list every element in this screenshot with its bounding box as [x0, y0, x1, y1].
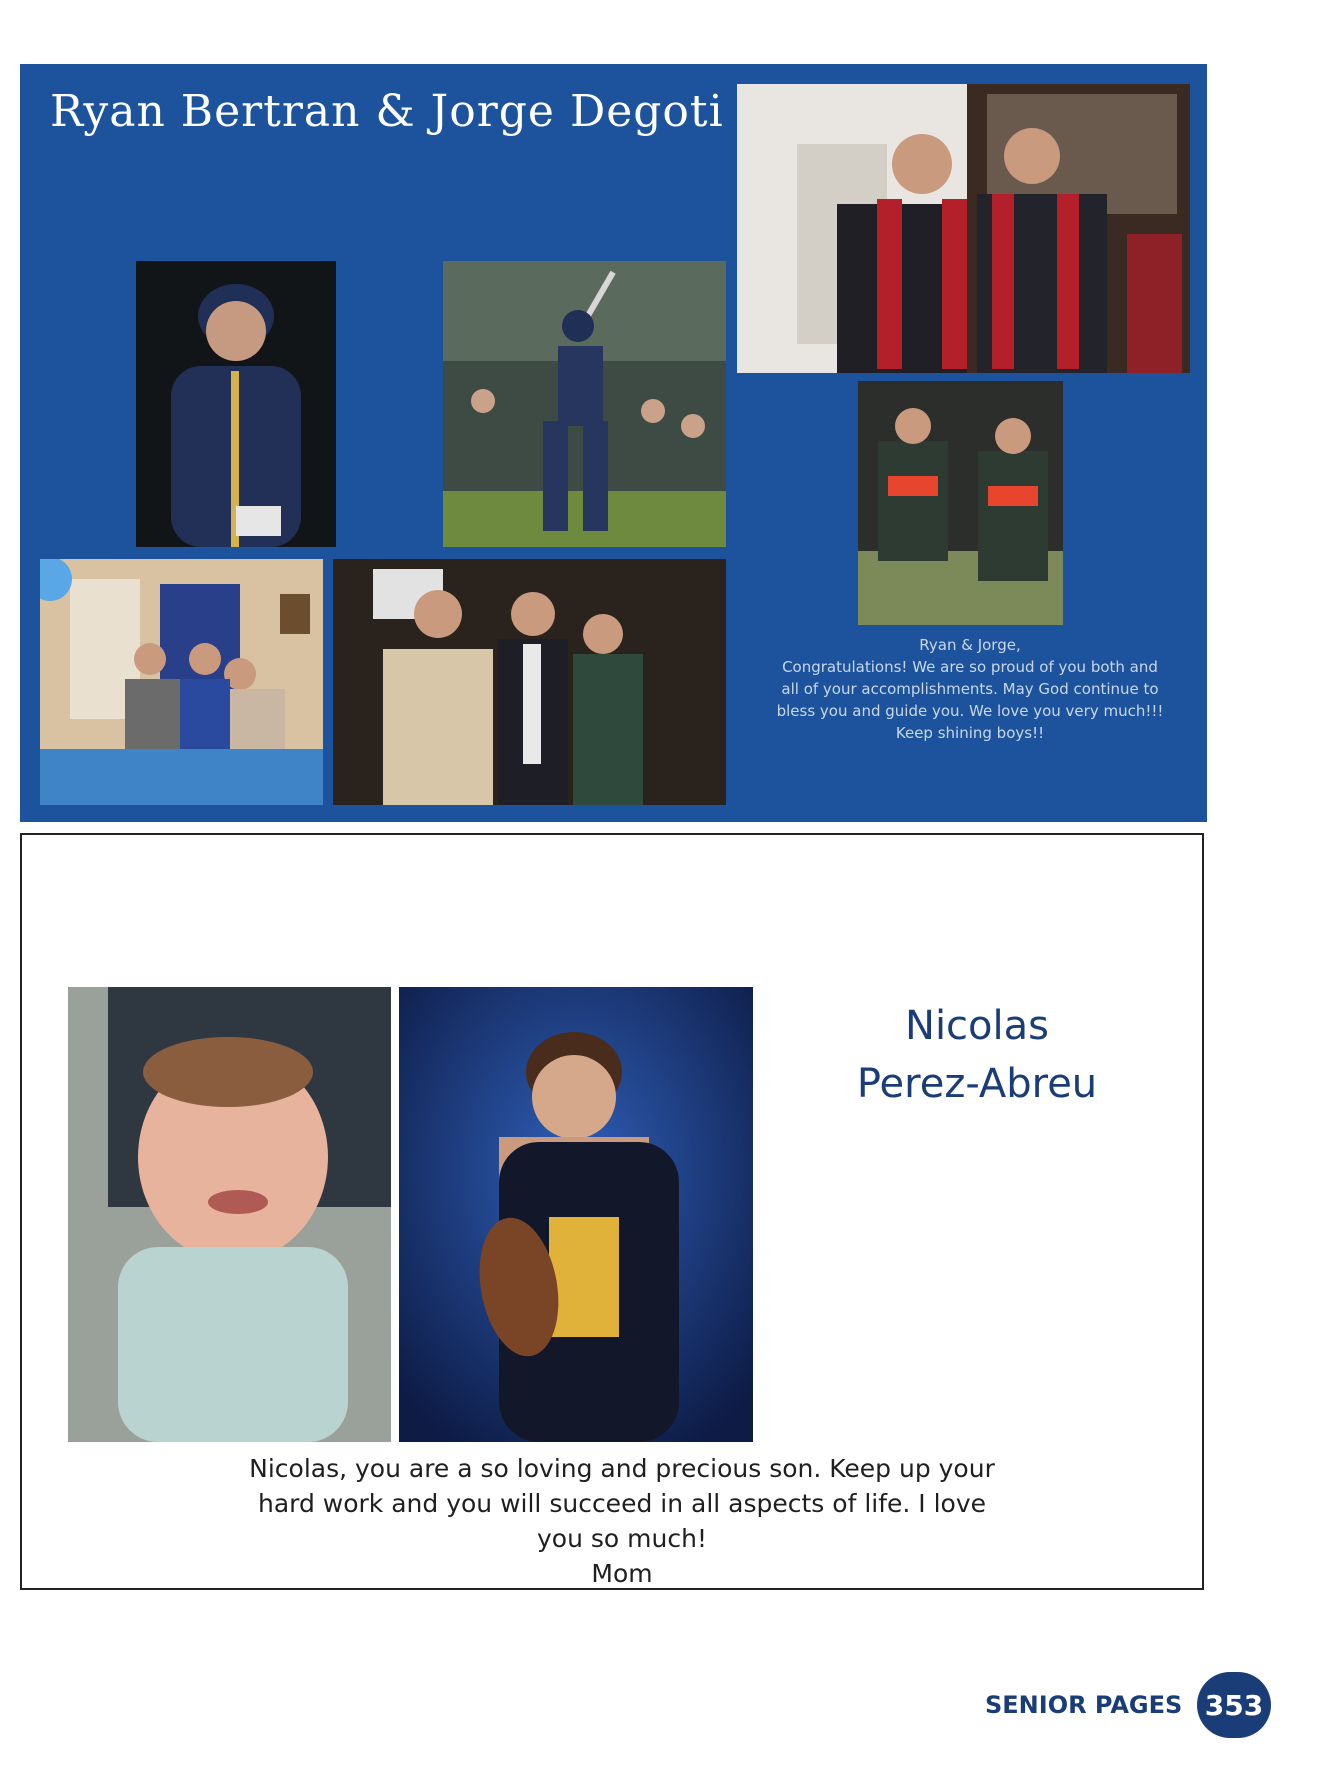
photo-batting [443, 261, 726, 547]
message-line: Ryan & Jorge, [919, 636, 1021, 654]
message-line: Congratulations! We are so proud of you both and [782, 658, 1158, 676]
photo-formal-stoles [737, 84, 1190, 373]
photo-kids-medals [858, 381, 1063, 625]
photo-football-portrait [399, 987, 753, 1442]
ad-message [202, 1451, 1042, 1591]
senior-last-name: Perez-Abreu [856, 1061, 1098, 1107]
photo-family-formal [333, 559, 726, 805]
senior-name [812, 997, 1142, 1113]
message-line: you so much! [537, 1524, 707, 1553]
message-line: hard work and you will succeed in all aspects of life. I love [257, 1489, 987, 1518]
message-signature: Mom [591, 1559, 653, 1588]
message-line: bless you and guide you. We love you very much!!! [776, 702, 1164, 720]
section-label: SENIOR PAGES [985, 1691, 1183, 1719]
photo-signing-day [40, 559, 323, 805]
photo-baby [68, 987, 391, 1442]
senior-first-name: Nicolas [905, 1003, 1049, 1049]
ad-title: Ryan Bertran & Jorge Degoti [50, 86, 724, 137]
photo-baseball-portrait [136, 261, 336, 547]
message-line: all of your accomplishments. May God continue to [781, 680, 1159, 698]
senior-ad-nicolas [20, 833, 1204, 1590]
page-number-badge: 353 [1197, 1672, 1271, 1738]
message-line: Keep shining boys!! [895, 724, 1045, 742]
message-line: Nicolas, you are a so loving and precious son. Keep up your [249, 1454, 995, 1483]
ad-message [740, 634, 1200, 744]
senior-ad-ryan-jorge [20, 64, 1207, 822]
